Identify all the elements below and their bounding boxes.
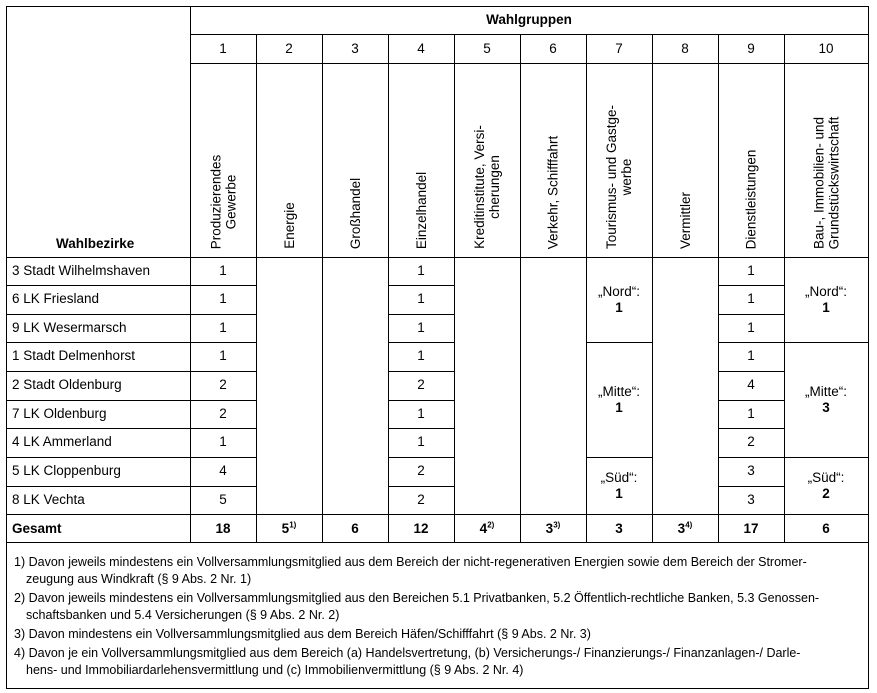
region-value: 1 — [615, 485, 623, 501]
total-number: 3 — [677, 521, 686, 536]
group-name — [256, 65, 322, 255]
region-value: 1 — [822, 299, 830, 315]
group-name-line: Kreditinstitute, Versi- — [471, 125, 487, 249]
header-wahlgruppen: Wahlgruppen — [486, 12, 572, 27]
table-rule-horizontal — [6, 257, 869, 258]
cell-group-1: 1 — [219, 434, 227, 449]
cell-group-4: 1 — [417, 291, 425, 306]
district-name: 8 LK Vechta — [12, 492, 85, 507]
table-rule-horizontal — [718, 400, 785, 401]
total-number: 3 — [615, 521, 623, 536]
group-number: 8 — [681, 41, 689, 56]
table-rule-vertical — [652, 257, 653, 543]
total-value — [388, 521, 454, 537]
table-rule-horizontal — [388, 314, 455, 315]
group-name — [784, 65, 868, 255]
total-number: 6 — [822, 521, 830, 536]
region-value: 2 — [822, 485, 830, 501]
region-label: „Süd“: — [600, 469, 638, 485]
footnote-line: 1) Davon jeweils mindestens ein Vollversammlungsmitglied aus dem Bereich der nicht-regenerativen Energien sowie dem Bereich der Stromer- — [14, 555, 807, 569]
footnote-line: zeugung aus Windkraft (§ 9 Abs. 2 Nr. 1) — [26, 572, 252, 586]
table-rule-horizontal — [586, 457, 653, 458]
cell-group-4: 1 — [417, 406, 425, 421]
group-number: 3 — [351, 41, 359, 56]
total-value — [454, 521, 520, 537]
cell-group-9: 1 — [747, 406, 755, 421]
table-rule-horizontal — [6, 314, 191, 315]
total-value — [256, 521, 322, 537]
table-rule-horizontal — [718, 285, 785, 286]
total-label: Gesamt — [12, 521, 62, 536]
group-name-line: Grundstückswirtschaft — [825, 116, 841, 249]
table-rule-horizontal — [190, 486, 257, 487]
district-name: 9 LK Wesermarsch — [12, 320, 127, 335]
cell-group-9: 1 — [747, 348, 755, 363]
district-name: 3 Stadt Wilhelmshaven — [12, 263, 151, 278]
footnote-line: 2) Davon jeweils mindestens ein Vollversammlungsmitglied aus den Bereichen 5.1 Privatbanken, 5.2 Öffentlich-rechtliche Banken, 5.3 Genossen- — [14, 591, 820, 605]
table-rule-horizontal — [586, 342, 653, 343]
cell-group-1: 1 — [219, 291, 227, 306]
footnote-ref: 1) — [289, 520, 297, 530]
total-number: 6 — [351, 521, 359, 536]
group-number: 5 — [483, 41, 491, 56]
table-rule-horizontal — [190, 314, 257, 315]
cell-group-9: 2 — [747, 434, 755, 449]
group-number: 4 — [417, 41, 425, 56]
total-value — [586, 521, 652, 537]
cell-group-4: 1 — [417, 348, 425, 363]
cell-group-4: 1 — [417, 320, 425, 335]
cell-group-9: 1 — [747, 263, 755, 278]
group-name-line: Vermittler — [677, 191, 693, 250]
cell-group-9: 4 — [747, 377, 755, 392]
district-name: 2 Stadt Oldenburg — [12, 377, 122, 392]
group-name — [388, 65, 454, 255]
group-name — [454, 65, 520, 255]
header-wahlbezirke: Wahlbezirke — [56, 236, 135, 251]
district-name: 1 Stadt Delmenhorst — [12, 348, 136, 363]
group-number: 10 — [818, 41, 834, 56]
table-rule-horizontal — [388, 342, 455, 343]
cell-group-9: 3 — [747, 463, 755, 478]
group-number: 7 — [615, 41, 623, 56]
cell-group-9: 1 — [747, 320, 755, 335]
footnote-ref: 3) — [553, 520, 561, 530]
total-number: 5 — [281, 521, 290, 536]
cell-group-4: 1 — [417, 434, 425, 449]
cell-group-1: 4 — [219, 463, 227, 478]
table-rule-horizontal — [6, 542, 869, 543]
group-number: 9 — [747, 41, 755, 56]
group-number: 2 — [285, 41, 293, 56]
merged-region-cell — [784, 284, 868, 316]
total-number: 18 — [215, 521, 231, 536]
footnote-line: 4) Davon je ein Vollversammlungsmitglied aus dem Bereich (a) Handelsvertretung, (b) Versicherungs-/ Finanzierungs-/ Finanzanlagen-/ Darle- — [14, 646, 801, 660]
group-name — [718, 65, 784, 255]
total-value — [322, 521, 388, 537]
region-value: 1 — [615, 299, 623, 315]
total-number: 12 — [413, 521, 429, 536]
table-rule-horizontal — [6, 428, 191, 429]
merged-region-cell — [784, 384, 868, 416]
group-number: 6 — [549, 41, 557, 56]
table-rule-horizontal — [718, 428, 785, 429]
merged-region-cell — [784, 470, 868, 502]
region-label: „Mitte“: — [805, 383, 847, 399]
merged-region-cell — [586, 470, 652, 502]
group-name-line: Einzelhandel — [413, 171, 429, 250]
group-name-line: Produzierendes — [207, 154, 223, 249]
cell-group-4: 2 — [417, 377, 425, 392]
total-number: 17 — [743, 521, 759, 536]
table-rule-horizontal — [190, 342, 257, 343]
merged-region-cell — [586, 384, 652, 416]
footnote-line: 3) Davon mindestens ein Vollversammlungsmitglied aus dem Bereich Häfen/Schifffahrt (§ 9 Abs. 2 Nr. 3) — [14, 627, 591, 641]
cell-group-1: 5 — [219, 492, 227, 507]
table-rule-horizontal — [6, 6, 869, 7]
table-rule-horizontal — [388, 285, 455, 286]
district-name: 5 LK Cloppenburg — [12, 463, 121, 478]
group-number: 1 — [219, 41, 227, 56]
group-name-line: Dienstleistungen — [743, 149, 759, 249]
group-name-line: werbe — [619, 158, 635, 196]
table-rule-vertical — [6, 6, 7, 689]
table-rule-horizontal — [6, 400, 191, 401]
table-rule-horizontal — [190, 63, 869, 64]
total-value — [190, 521, 256, 537]
total-value — [652, 521, 718, 537]
group-name-line: Energie — [281, 202, 297, 249]
region-label: „Süd“: — [807, 469, 845, 485]
total-number: 4 — [479, 521, 488, 536]
merged-region-cell — [586, 284, 652, 316]
footnote-ref: 4) — [685, 520, 693, 530]
group-name — [322, 65, 388, 255]
table-rule-horizontal — [718, 457, 785, 458]
district-name: 7 LK Oldenburg — [12, 406, 107, 421]
table-rule-horizontal — [718, 314, 785, 315]
table-rule-horizontal — [6, 342, 191, 343]
cell-group-9: 1 — [747, 291, 755, 306]
region-label: „Mitte“: — [598, 383, 640, 399]
group-name-line: Großhandel — [347, 177, 363, 250]
footnote-line: hens- und Immobiliardarlehensvermittlung und (c) Immobilienvermittlung (§ 9 Abs. 2 Nr. 4) — [26, 663, 524, 677]
table-rule-horizontal — [190, 457, 257, 458]
table-rule-horizontal — [6, 486, 191, 487]
total-value — [718, 521, 784, 537]
table-rule-horizontal — [190, 371, 257, 372]
group-name — [190, 65, 256, 255]
table-rule-horizontal — [388, 428, 455, 429]
table-rule-horizontal — [190, 34, 869, 35]
table-rule-horizontal — [6, 688, 869, 689]
table-rule-horizontal — [6, 371, 191, 372]
cell-group-1: 1 — [219, 348, 227, 363]
total-number: 3 — [545, 521, 554, 536]
group-name-line: Gewerbe — [222, 174, 238, 229]
district-name: 4 LK Ammerland — [12, 434, 112, 449]
table-rule-horizontal — [190, 400, 257, 401]
group-name-line: Bau-, Immobilien- und — [810, 116, 826, 249]
total-value — [520, 521, 586, 537]
region-label: „Nord“: — [804, 283, 847, 299]
group-name-line: Tourismus- und Gastge- — [604, 104, 620, 250]
cell-group-1: 1 — [219, 263, 227, 278]
table-rule-horizontal — [718, 342, 785, 343]
table-rule-vertical — [322, 257, 323, 543]
table-rule-horizontal — [6, 514, 869, 515]
footnote-ref: 2) — [487, 520, 495, 530]
cell-group-4: 2 — [417, 463, 425, 478]
table-rule-horizontal — [718, 486, 785, 487]
table-rule-vertical — [868, 6, 869, 689]
table-rule-horizontal — [6, 285, 191, 286]
cell-group-9: 3 — [747, 492, 755, 507]
footnote-line: schaftsbanken und 5.4 Versicherungen (§ 9 Abs. 2 Nr. 2) — [26, 608, 340, 622]
region-value: 1 — [615, 399, 623, 415]
table-rule-horizontal — [718, 371, 785, 372]
cell-group-1: 2 — [219, 377, 227, 392]
group-name-line: Verkehr, Schifffahrt — [545, 135, 561, 249]
cell-group-1: 2 — [219, 406, 227, 421]
table-rule-horizontal — [190, 285, 257, 286]
cell-group-1: 1 — [219, 320, 227, 335]
table-rule-horizontal — [6, 457, 191, 458]
table-rule-vertical — [520, 257, 521, 543]
cell-group-4: 2 — [417, 492, 425, 507]
table-rule-horizontal — [388, 371, 455, 372]
table-rule-horizontal — [784, 457, 869, 458]
group-name — [520, 65, 586, 255]
table-rule-horizontal — [388, 486, 455, 487]
region-value: 3 — [822, 399, 830, 415]
district-name: 6 LK Friesland — [12, 291, 100, 306]
table-rule-horizontal — [388, 400, 455, 401]
table-rule-horizontal — [190, 428, 257, 429]
cell-group-4: 1 — [417, 263, 425, 278]
table-rule-horizontal — [784, 342, 869, 343]
table-rule-horizontal — [388, 457, 455, 458]
region-label: „Nord“: — [597, 283, 640, 299]
group-name — [586, 65, 652, 255]
total-value — [784, 521, 868, 537]
group-name-line: cherungen — [486, 155, 502, 219]
group-name — [652, 65, 718, 255]
